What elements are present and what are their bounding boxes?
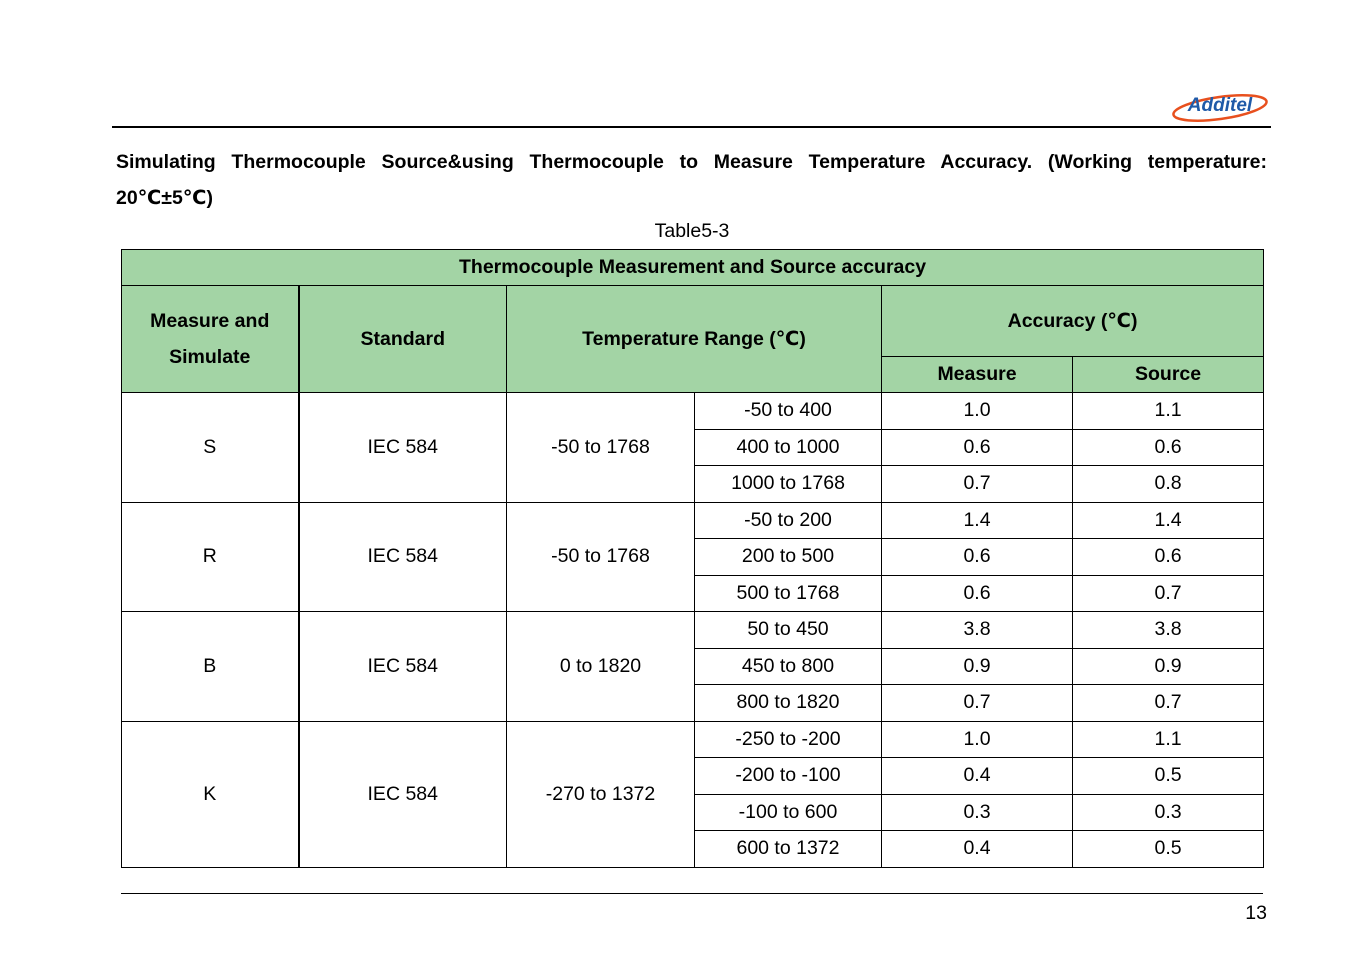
- sub-range-cell: -50 to 400: [695, 393, 882, 430]
- type-cell: S: [122, 393, 299, 503]
- measure-cell: 0.7: [882, 466, 1073, 503]
- table-row: [122, 612, 1264, 649]
- sub-range-cell: -250 to -200: [695, 721, 882, 758]
- table-row: [122, 721, 1264, 758]
- range-cell: -270 to 1372: [507, 721, 695, 867]
- sub-range-cell: 400 to 1000: [695, 429, 882, 466]
- source-cell: 0.5: [1073, 831, 1264, 868]
- header-rule: [112, 126, 1271, 128]
- measure-cell: 1.0: [882, 393, 1073, 430]
- range-cell: 0 to 1820: [507, 612, 695, 722]
- standard-cell: IEC 584: [299, 721, 507, 867]
- additel-logo: [1170, 88, 1270, 124]
- source-cell: 0.7: [1073, 575, 1264, 612]
- source-cell: 3.8: [1073, 612, 1264, 649]
- table-row: [122, 502, 1264, 539]
- table-title: Thermocouple Measurement and Source accuracy: [122, 250, 1264, 286]
- header-measure: Measure: [882, 357, 1073, 393]
- type-cell: R: [122, 502, 299, 612]
- source-cell: 0.6: [1073, 429, 1264, 466]
- table-caption: Table5-3: [654, 220, 730, 242]
- source-cell: 1.1: [1073, 721, 1264, 758]
- standard-cell: IEC 584: [299, 502, 507, 612]
- sub-range-cell: -200 to -100: [695, 758, 882, 795]
- type-cell: K: [122, 721, 299, 867]
- footer-rule: [121, 893, 1263, 894]
- heading-line-1: Simulating Thermocouple Source&using Thermocouple to Measure Temperature Accuracy. (Working temperature:: [116, 151, 1267, 173]
- sub-range-cell: -100 to 600: [695, 794, 882, 831]
- header-measure-simulate: Measure and Simulate: [122, 286, 299, 393]
- measure-cell: 3.8: [882, 612, 1073, 649]
- table-row: [122, 393, 1264, 430]
- sub-range-cell: -50 to 200: [695, 502, 882, 539]
- header-accuracy: Accuracy (℃): [882, 286, 1264, 357]
- source-cell: 0.5: [1073, 758, 1264, 795]
- sub-range-cell: 450 to 800: [695, 648, 882, 685]
- logo-text: Additel: [1187, 95, 1253, 116]
- measure-cell: 0.6: [882, 575, 1073, 612]
- sub-range-cell: 600 to 1372: [695, 831, 882, 868]
- measure-cell: 0.9: [882, 648, 1073, 685]
- measure-cell: 0.4: [882, 831, 1073, 868]
- section-heading: [116, 144, 1267, 216]
- measure-cell: 1.4: [882, 502, 1073, 539]
- measure-cell: 0.3: [882, 794, 1073, 831]
- heading-line-2: 20℃±5℃): [116, 187, 213, 209]
- additel-logo-graphic: [1170, 88, 1270, 124]
- type-cell: B: [122, 612, 299, 722]
- source-cell: 0.9: [1073, 648, 1264, 685]
- source-cell: 0.7: [1073, 685, 1264, 722]
- measure-cell: 0.6: [882, 429, 1073, 466]
- standard-cell: IEC 584: [299, 612, 507, 722]
- measure-cell: 0.7: [882, 685, 1073, 722]
- header-source: Source: [1073, 357, 1264, 393]
- range-cell: -50 to 1768: [507, 502, 695, 612]
- source-cell: 1.4: [1073, 502, 1264, 539]
- page-number: 13: [1245, 902, 1267, 924]
- sub-range-cell: 1000 to 1768: [695, 466, 882, 503]
- sub-range-cell: 800 to 1820: [695, 685, 882, 722]
- sub-range-cell: 200 to 500: [695, 539, 882, 576]
- measure-cell: 0.6: [882, 539, 1073, 576]
- sub-range-cell: 50 to 450: [695, 612, 882, 649]
- source-cell: 0.6: [1073, 539, 1264, 576]
- measure-cell: 1.0: [882, 721, 1073, 758]
- standard-cell: IEC 584: [299, 393, 507, 503]
- measure-cell: 0.4: [882, 758, 1073, 795]
- accuracy-table: [121, 249, 1264, 868]
- source-cell: 0.3: [1073, 794, 1264, 831]
- source-cell: 0.8: [1073, 466, 1264, 503]
- header-temperature-range: Temperature Range (℃): [507, 286, 882, 393]
- header-standard: Standard: [299, 286, 507, 393]
- source-cell: 1.1: [1073, 393, 1264, 430]
- range-cell: -50 to 1768: [507, 393, 695, 503]
- sub-range-cell: 500 to 1768: [695, 575, 882, 612]
